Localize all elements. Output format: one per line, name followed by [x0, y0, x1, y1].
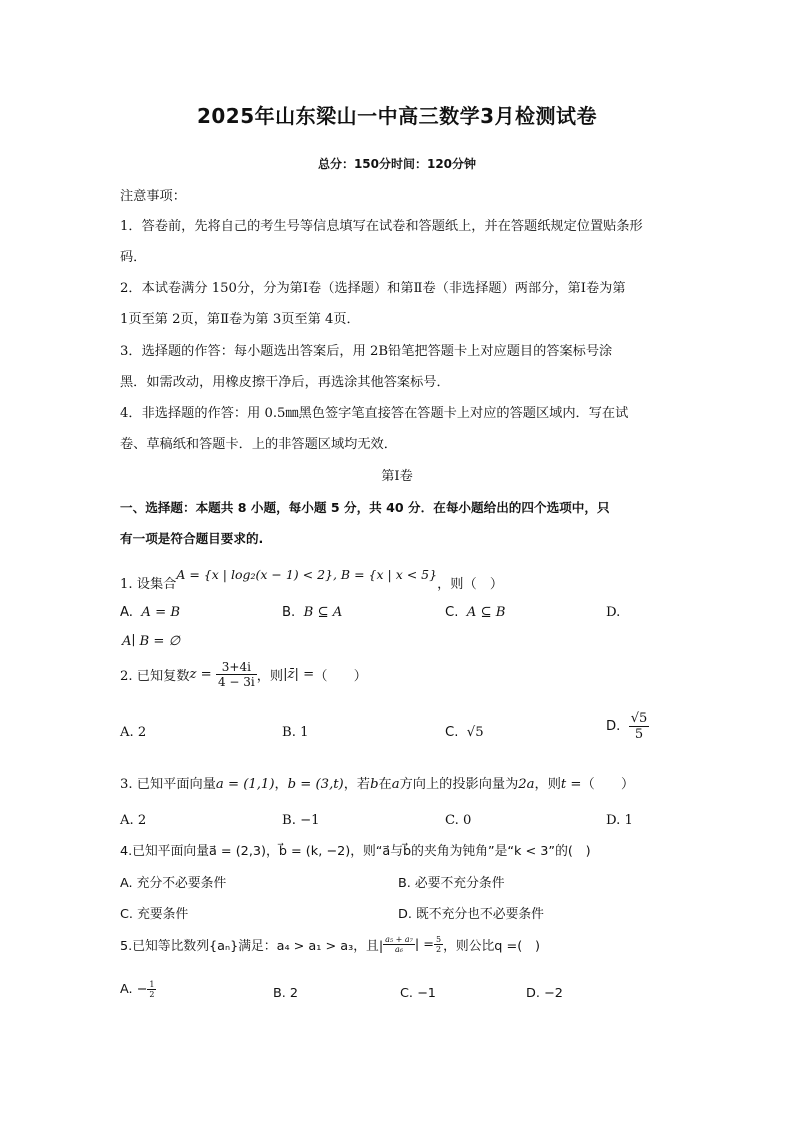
- q2-mid: ，则: [256, 669, 284, 684]
- q4-option-c: C. 充要条件: [120, 907, 189, 922]
- q1-option-b: B. B ⊆ A: [282, 605, 343, 620]
- q3-stem: 3. 已知平面向量a = (1,1)，b = (3,t)，若b在a方向上的投影向量为2a，则t =（ ）: [120, 777, 635, 792]
- part-title: 第Ⅰ卷: [381, 469, 413, 484]
- q3-vector-a: a = (1,1): [215, 777, 275, 792]
- q2-stem: [120, 660, 367, 689]
- note-3-line-1: 3．选择题的作答：每小题选出答案后，用 2B铅笔把答题卡上对应题目的答案标号涂: [120, 344, 613, 359]
- q2-option-d-fraction: $\frac{√5}{5}$: [630, 711, 648, 742]
- note-2-line-1: 2．本试卷满分 150分，分为第Ⅰ卷（选择题）和第Ⅱ卷（非选择题）两部分，第Ⅰ卷为第: [120, 281, 626, 296]
- q1-suffix: ，则（ ）: [437, 577, 504, 592]
- note-1-line-1: 1．答卷前，先将自己的考生号等信息填写在试卷和答题纸上，并在答题纸规定位置贴条形: [120, 219, 643, 234]
- q3-projection: 2a: [518, 777, 535, 792]
- q1-option-a: A. A = B: [120, 605, 181, 620]
- q3-vector-b: b = (3,t): [287, 777, 344, 792]
- q3-option-a: A. 2: [120, 813, 147, 828]
- q5-stem: 5.已知等比数列{aₙ}满足：a₄ > a₁ > a₃，且| $\frac{\text{a₅ + a₇}}{\text{a₆}}$ | = $\frac{5}{2}$ ，则公比q =( ): [120, 935, 540, 954]
- q5-option-a: A. − $\frac{1}{2}$: [120, 980, 155, 999]
- q1-option-a-expr: A = B: [141, 605, 181, 620]
- q5-option-c: C. −1: [400, 986, 436, 1001]
- q2-denominator: 4 − 3i: [217, 675, 255, 689]
- note-2-line-2: 1页至第 2页，第Ⅱ卷为第 3页至第 4页．: [120, 312, 360, 327]
- q1-option-d-label: D.: [606, 605, 621, 620]
- q2-option-a: A. 2: [120, 725, 147, 740]
- q2-option-c: C. √5: [445, 725, 484, 740]
- section-heading-line-1: 一、选择题：本题共 8 小题，每小题 5 分，共 40 分．在每小题给出的四个选项中，只: [120, 500, 610, 515]
- q4-option-a: A. 充分不必要条件: [120, 876, 227, 891]
- q2-paren: （ ）: [314, 669, 367, 684]
- q1-option-c-expr: A ⊆ B: [466, 605, 506, 620]
- q1-option-b-expr: B ⊆ A: [303, 605, 343, 620]
- q2-option-d: D. $\frac{√5}{5}$: [606, 711, 648, 742]
- q1-prefix: 1. 设集合: [120, 577, 177, 592]
- q1-option-d-expr: A∣ B = ∅: [122, 634, 181, 649]
- note-4-line-1: 4．非选择题的作答：用 0.5㎜黑色签字笔直接答在答题卡上对应的答题区域内．写在试: [120, 406, 629, 421]
- q2-option-b: B. 1: [282, 725, 309, 740]
- q3-option-c: C. 0: [445, 813, 472, 828]
- q2-fraction: [216, 660, 257, 689]
- q1-stem: [120, 567, 504, 593]
- note-1-line-2: 码．: [120, 250, 147, 265]
- q2-numerator: 3+4i: [221, 660, 251, 674]
- section-heading-line-2: 有一项是符合题目要求的.: [120, 531, 264, 546]
- note-4-line-2: 卷、草稿纸和答题卡．上的非答题区域均无效．: [120, 437, 397, 452]
- q2-option-c-value: √5: [466, 725, 484, 740]
- q5-option-a-fraction: $\frac{1}{2}$: [149, 980, 155, 999]
- q5-option-d: D. −2: [526, 986, 563, 1001]
- q4-option-b: B. 必要不充分条件: [398, 876, 505, 891]
- q2-prefix: 2. 已知复数: [120, 669, 190, 684]
- q3-option-d: D. 1: [606, 813, 633, 828]
- q2-abs-expr: |z̄| =: [283, 667, 315, 682]
- q5-option-b: B. 2: [273, 986, 299, 1001]
- q1-set-expression: A = {x | log₂(x − 1) < 2}, B = {x | x < 5}: [176, 567, 438, 582]
- exam-title: 2025年山东梁山一中高三数学3月检测试卷: [196, 104, 598, 128]
- notes-heading: 注意事项：: [120, 189, 186, 204]
- note-3-line-2: 黑．如需改动，用橡皮擦干净后，再选涂其他答案标号．: [120, 375, 450, 390]
- exam-subtitle: 总分：150分时间：120分钟: [317, 157, 477, 171]
- q5-prefix: 5.已知等比数列{aₙ}满足：a₄ > a₁ > a₃，且|: [120, 939, 384, 954]
- q4-stem: 4.已知平面向量a⃗ = (2,3)，b⃗ = (k, −2)，则“a⃗与b⃗的夹角为钝角”是“k < 3”的( ): [120, 844, 591, 859]
- q4-option-d: D. 既不充分也不必要条件: [398, 907, 544, 922]
- q1-option-c: C. A ⊆ B: [445, 605, 506, 620]
- q2-z: z =: [189, 667, 212, 682]
- q5-ratio-fraction: $\frac{\text{a₅ + a₇}}{\text{a₆}}$: [385, 935, 413, 954]
- q5-value-fraction: $\frac{5}{2}$: [436, 935, 442, 954]
- q3-option-b: B. −1: [282, 813, 320, 828]
